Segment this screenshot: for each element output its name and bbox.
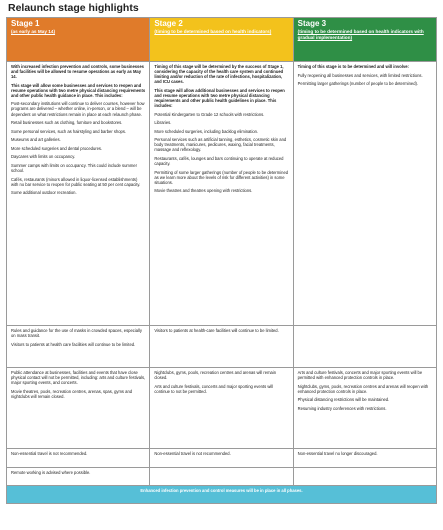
cell-paragraph: Physical distancing restrictions will be maintained.: [297, 397, 390, 403]
travel-stage-1-cell: [7, 449, 150, 468]
cell-paragraph: Rules and guidance for the use of masks in crowded spaces, especially on mass transit.: [11, 328, 142, 339]
cell-paragraph: Visitors to patients at health-care facilities will continue to be limited.: [154, 328, 279, 333]
cell-paragraph: This stage will allow additional businesses and services to reopen and resume operations with two metre physical distancing requirements and other public health guidelines in place. This includes:: [154, 87, 285, 108]
masks-visitors-row: [7, 326, 437, 368]
travel-row: [7, 449, 437, 468]
cell-paragraph: More scheduled surgeries, including backlog elimination.: [154, 128, 259, 134]
masks-stage-2-cell: [150, 326, 293, 368]
cell-paragraph: Non-essential travel is not recommended.: [154, 451, 231, 456]
stage-3-subtitle: (timing to be determined based on health indicators with gradual implementation): [297, 29, 424, 41]
cell-paragraph: Timing of this stage will be determined by the success of Stage 1, considering the capacity of the health care system and continued limiting and/or reduction of the rate of infections, hospitalization, and ICU cases.: [154, 64, 284, 85]
reopening-stage-2-cell: [150, 62, 293, 326]
remote-stage-3-cell: [293, 468, 436, 486]
cell-paragraph: Non-essential travel no longer discouraged.: [297, 451, 378, 456]
travel-stage-3-cell: [293, 449, 436, 468]
cell-paragraph: Daycares with limits on occupancy.: [11, 154, 76, 160]
cell-paragraph: Visitors to patients at health care facilities will continue to be limited.: [11, 341, 136, 347]
cell-paragraph: Non-essential travel is not recommended.: [11, 451, 88, 456]
cell-paragraph: Personal services such as artificial tanning, esthetics, cosmetic skin and body treatments, manicures, pedicures, waxing, facial treatments, massage and reflexology.: [154, 137, 287, 153]
page-title: Relaunch stage highlights: [8, 2, 139, 14]
cell-paragraph: Fully reopening all businesses and services, with limited restrictions.: [297, 72, 423, 78]
cell-paragraph: Resuming industry conferences with restrictions.: [297, 405, 387, 411]
footer-row: [7, 486, 437, 504]
cell-paragraph: This stage will allow some businesses and services to reopen and resume operations with two metre physical distancing requirements and other public health guidance in place. This includes:: [11, 82, 146, 98]
stage-2-subtitle: (timing to be determined based on health indicators): [154, 29, 272, 35]
masks-stage-1-cell: [7, 326, 150, 368]
stage-3-title: Stage 3: [297, 19, 327, 28]
masks-stage-3-cell: [293, 326, 436, 368]
cell-paragraph: Nightclubs, gyms, pools, recreation centres and arenas will remain closed.: [154, 370, 277, 381]
closures-stage-3-cell: [293, 368, 436, 449]
cell-paragraph: Restaurants, cafés, lounges and bars continuing to operate at reduced capacity.: [154, 155, 284, 166]
cell-paragraph: Summer camps with limits on occupancy. This could include summer school.: [11, 162, 137, 173]
cell-paragraph: Potential Kindergarten to Grade 12 schools with restrictions.: [154, 111, 265, 117]
cell-paragraph: Some additional outdoor recreation.: [11, 190, 77, 196]
cell-paragraph: Cafés, restaurants (minors allowed in liquor-licensed establishments) with no bar service to reopen for public seating at 50 per cent capacity.: [11, 176, 141, 187]
reopening-stage-1-cell: [7, 62, 150, 326]
cell-paragraph: Movie theatres and theatres opening with restrictions.: [154, 188, 253, 194]
cell-paragraph: Museums and art galleries.: [11, 137, 61, 143]
travel-stage-2-cell: [150, 449, 293, 468]
cell-paragraph: Retail businesses such as clothing, furniture and bookstores.: [11, 120, 123, 126]
reopening-row: [7, 62, 437, 326]
cell-paragraph: Nightclubs, gyms, pools, recreation centres and arenas will reopen with enhanced protection controls in place.: [297, 383, 429, 394]
closures-row: [7, 368, 437, 449]
footer-banner: Enhanced infection prevention and control measures will be in place in all phases.: [7, 486, 437, 504]
cell-paragraph: Remote working is advised where possible.: [11, 470, 91, 475]
cell-paragraph: More scheduled surgeries and dental procedures.: [11, 145, 103, 151]
stage-1-header: [7, 18, 150, 62]
cell-paragraph: With increased infection prevention and controls, some businesses and facilities will be allowed to resume operations as early as May 14.: [11, 64, 144, 80]
closures-stage-2-cell: [150, 368, 293, 449]
cell-paragraph: Libraries.: [154, 120, 172, 126]
header-row: [7, 18, 437, 62]
cell-paragraph: Arts and culture festivals, concerts and major sporting events will continue to not be permitted.: [154, 383, 274, 394]
stage-3-header: [293, 18, 436, 62]
remote-work-row: [7, 468, 437, 486]
remote-stage-2-cell: [150, 468, 293, 486]
cell-paragraph: Permitting larger gatherings (number of people to be determined).: [297, 81, 419, 87]
remote-stage-1-cell: [7, 468, 150, 486]
stage-2-title: Stage 2: [154, 19, 183, 28]
cell-paragraph: Some personal services, such as hairstyling and barber shops.: [11, 128, 127, 134]
cell-paragraph: Timing of this stage is to be determined and will involve:: [297, 64, 409, 69]
cell-paragraph: Movie theatres, pools, recreation centres, arenas, spas, gyms and nightclubs will remain closed.: [11, 388, 133, 399]
cell-paragraph: Post-secondary institutions will continue to deliver courses, however how programs are delivered – whether online, in-person, or a blend – will be dependent on what restrictions remain in place at each relaunch phase.: [11, 101, 145, 117]
closures-stage-1-cell: [7, 368, 150, 449]
stage-1-subtitle: (as early as May 14): [11, 29, 56, 35]
cell-paragraph: Public attendance at businesses, facilities and events that have close physical contact will not be permitted, including: arts and culture festivals, major sporting events, and concerts.: [11, 370, 146, 386]
cell-paragraph: Arts and culture festivals, concerts and major sporting events will be permitted with enhanced protection controls in place.: [297, 370, 423, 381]
reopening-stage-3-cell: [293, 62, 436, 326]
stage-1-title: Stage 1: [11, 19, 40, 28]
stage-2-header: [150, 18, 293, 62]
stages-table: [6, 17, 437, 504]
cell-paragraph: Permitting of some larger gatherings (number of people to be determined as we learn more about the levels of risk for different activities) in some situations.: [154, 169, 289, 185]
